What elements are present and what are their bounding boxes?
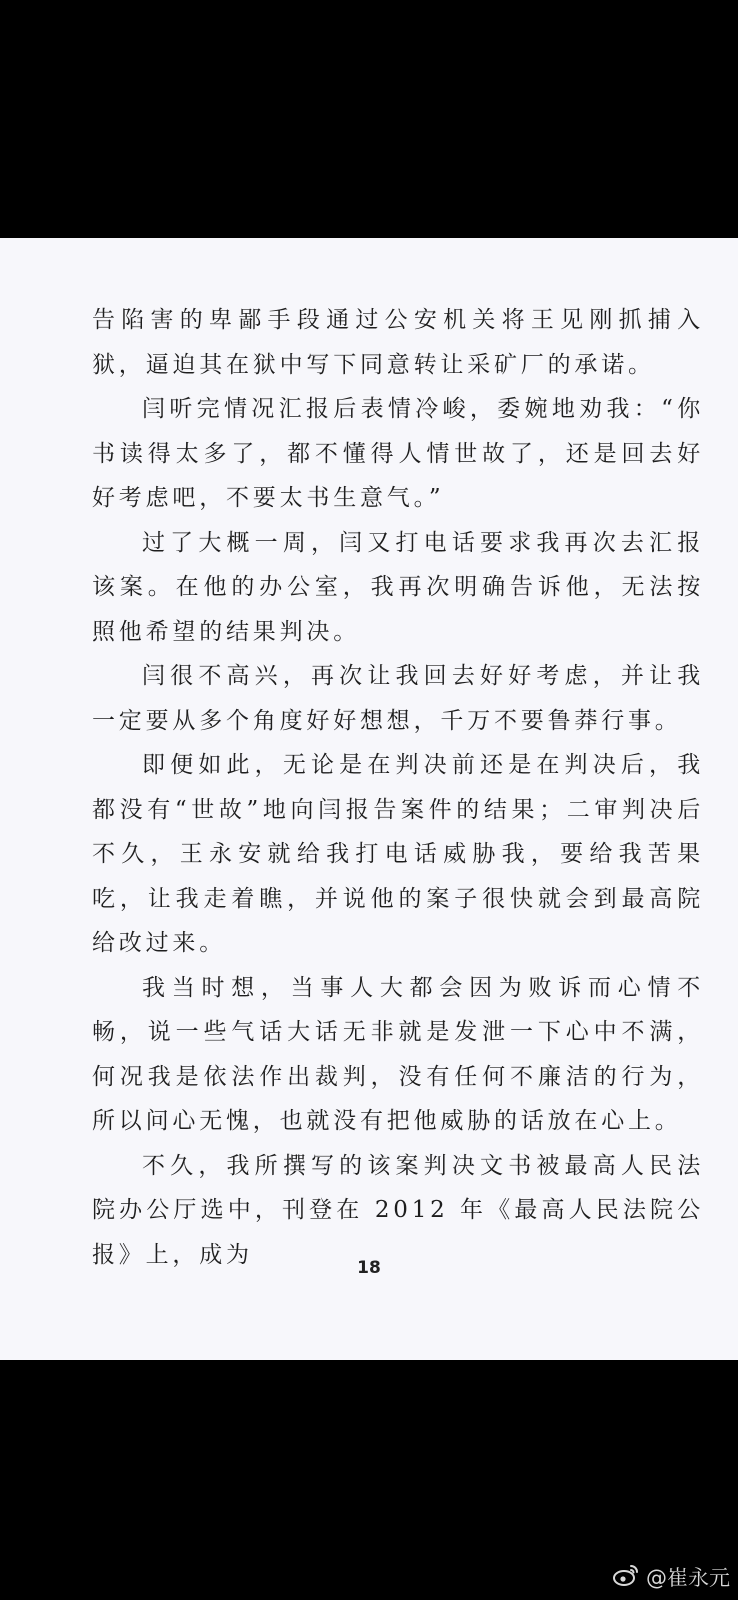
watermark-username: @崔永元 (646, 1566, 730, 1590)
paragraph: 闫很不高兴，再次让我回去好好考虑，并让我一定要从多个角度好好想想，千万不要鲁莽行事。 (92, 663, 704, 734)
page-number: 18 (357, 1258, 381, 1278)
paragraph: 不久，我所撰写的该案判决文书被最高人民法院办公厅选中，刊登在 2012 年《最高人民法院公报》上，成为 (92, 1152, 704, 1268)
paragraph: 闫听完情况汇报后表情冷峻，委婉地劝我：“你书读得太多了，都不懂得人情世故了，还是回去好好考虑吧，不要太书生意气。” (92, 396, 704, 511)
paragraph: 即便如此，无论是在判决前还是在判决后，我都没有“世故”地向闫报告案件的结果；二审判决后不久，王永安就给我打电话威胁我，要给我苦果吃，让我走着瞧，并说他的案子很快就会到最高院给改过来。 (92, 752, 704, 956)
watermark (612, 1562, 730, 1592)
document-body (92, 298, 704, 1277)
weibo-icon (612, 1563, 640, 1592)
paragraph: 过了大概一周，闫又打电话要求我再次去汇报该案。在他的办公室，我再次明确告诉他，无法按照他希望的结果判决。 (92, 529, 704, 645)
paragraph-continued: 告陷害的卑鄙手段通过公安机关将王见刚抓捕入狱，逼迫其在狱中写下同意转让采矿厂的承诺。 (92, 307, 704, 378)
paragraph: 我当时想，当事人大都会因为败诉而心情不畅，说一些气话大话无非就是发泄一下心中不满，何况我是依法作出裁判，没有任何不廉洁的行为，所以问心无愧，也就没有把他威胁的话放在心上。 (92, 974, 704, 1134)
document-page (0, 238, 738, 1360)
